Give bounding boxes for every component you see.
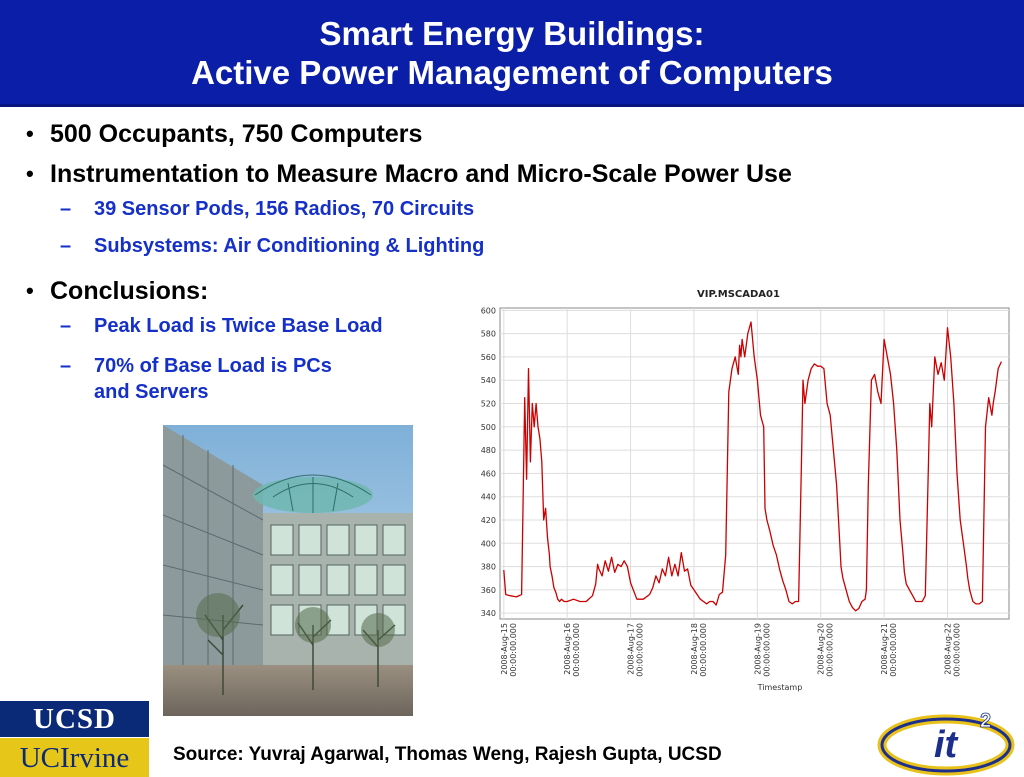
sub-bullet-text: Subsystems: Air Conditioning & Lighting xyxy=(94,235,485,257)
y-tick-label: 380 xyxy=(480,562,496,572)
sub-bullet-text: 39 Sensor Pods, 156 Radios, 70 Circuits xyxy=(94,198,475,220)
x-tick-label: 2008-Aug-2100:00:00.000 xyxy=(880,623,899,677)
slide-title-line1: Smart Energy Buildings: xyxy=(319,15,705,52)
source-credit: Source: Yuvraj Agarwal, Thomas Weng, Rajesh Gupta, UCSD xyxy=(173,744,722,765)
y-tick-label: 580 xyxy=(480,329,496,339)
y-tick-label: 600 xyxy=(480,306,496,316)
x-tick-label: 2008-Aug-1700:00:00.000 xyxy=(626,623,645,677)
bullet-item xyxy=(24,156,1014,196)
y-tick-label: 500 xyxy=(480,422,496,432)
y-tick-label: 420 xyxy=(480,515,496,525)
x-tick-label: 2008-Aug-2000:00:00.000 xyxy=(816,623,835,677)
it2-logo-superscript: 2 xyxy=(980,710,992,732)
sub-bullet-item xyxy=(24,233,1014,273)
sub-bullet-item xyxy=(24,196,1014,233)
power-line-chart xyxy=(455,300,1020,696)
y-tick-label: 340 xyxy=(480,609,496,619)
x-tick-label: 2008-Aug-1500:00:00.000 xyxy=(499,623,518,677)
x-tick-label: 2008-Aug-2200:00:00.000 xyxy=(943,623,962,677)
sub-bullet-text: Peak Load is Twice Base Load xyxy=(94,315,383,337)
bullet-text: 500 Occupants, 750 Computers xyxy=(50,120,423,148)
y-tick-label: 360 xyxy=(480,585,496,595)
uc-irvine-logo: UCIrvine xyxy=(0,738,149,777)
slide-title-line2: Active Power Management of Computers xyxy=(191,54,833,91)
dash-marker: – xyxy=(60,315,72,337)
ucsd-logo: UCSD xyxy=(0,701,149,737)
bullet-marker: • xyxy=(26,278,34,303)
it2-logo xyxy=(874,699,1024,777)
bullet-marker: • xyxy=(26,121,34,146)
x-tick-label: 2008-Aug-1800:00:00.000 xyxy=(689,623,708,677)
it2-logo-text: it xyxy=(934,724,958,766)
y-tick-label: 460 xyxy=(480,469,496,479)
y-tick-label: 400 xyxy=(480,539,496,549)
dash-marker: – xyxy=(60,198,72,220)
chart-title: VIP.MSCADA01 xyxy=(697,289,780,300)
x-tick-label: 2008-Aug-1600:00:00.000 xyxy=(563,623,582,677)
bullet-text: Instrumentation to Measure Macro and Micro-Scale Power Use xyxy=(50,160,792,188)
bullet-item xyxy=(24,116,1014,156)
x-tick-label: 2008-Aug-1900:00:00.000 xyxy=(753,623,772,677)
slide-header xyxy=(0,0,1024,107)
dash-marker: – xyxy=(60,235,72,257)
sub-bullet-continuation: and Servers xyxy=(94,381,209,403)
bullet-marker: • xyxy=(26,161,34,186)
building-photo xyxy=(163,425,413,716)
sub-bullet-text: 70% of Base Load is PCs xyxy=(94,355,332,377)
x-axis-label: Timestamp xyxy=(757,683,803,692)
bullet-text: Conclusions: xyxy=(50,277,209,305)
y-tick-label: 440 xyxy=(480,492,496,502)
y-tick-label: 520 xyxy=(480,399,496,409)
y-tick-label: 540 xyxy=(480,376,496,386)
dash-marker: – xyxy=(60,355,72,377)
y-tick-label: 560 xyxy=(480,352,496,362)
y-tick-label: 480 xyxy=(480,446,496,456)
